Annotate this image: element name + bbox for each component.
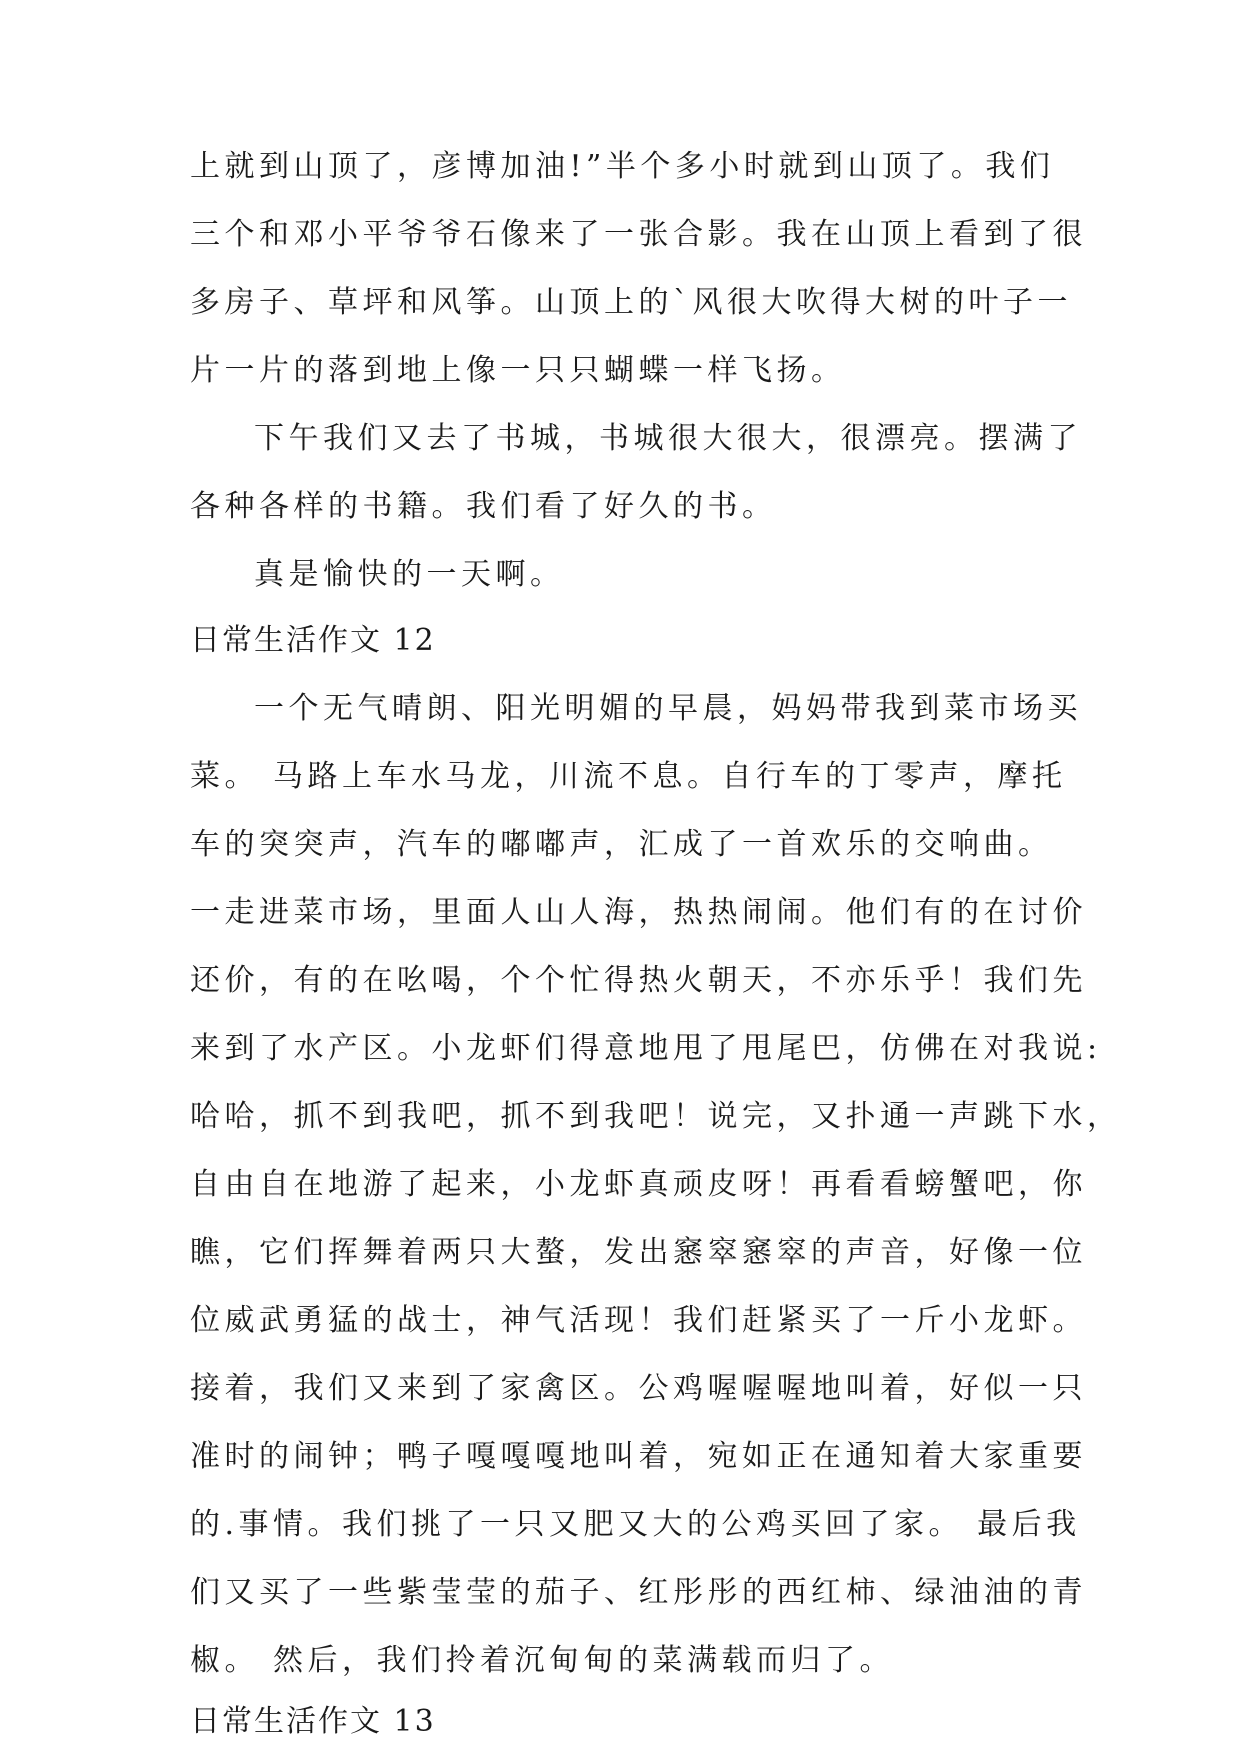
text-line: 位威武勇猛的战士，神气活现！我们赶紧买了一斤小龙虾。 xyxy=(190,1303,1087,1338)
text-line: 上就到山顶了，彦博加油!”半个多小时就到山顶了。我们 xyxy=(190,149,1055,184)
text-line: 哈哈，抓不到我吧，抓不到我吧！说完，又扑通一声跳下水， xyxy=(190,1099,1122,1134)
text-line: 的.事情。我们挑了一只又肥又大的公鸡买回了家。 最后我 xyxy=(190,1507,1081,1542)
text-line: 瞧，它们挥舞着两只大螯，发出窸窣窸窣的声音，好像一位 xyxy=(190,1235,1087,1270)
text-line: 椒。 然后，我们拎着沉甸甸的菜满载而归了。 xyxy=(190,1643,895,1678)
paragraph-first-line: 一个无气晴朗、阳光明媚的早晨，妈妈带我到菜市场买 xyxy=(254,691,1082,726)
text-line: 自由自在地游了起来，小龙虾真顽皮呀！再看看螃蟹吧，你 xyxy=(190,1167,1087,1202)
text-line: 接着，我们又来到了家禽区。公鸡喔喔喔地叫着，好似一只 xyxy=(190,1371,1087,1406)
paragraph-first-line: 下午我们又去了书城，书城很大很大，很漂亮。摆满了 xyxy=(254,421,1082,456)
text-line: 菜。 马路上车水马龙，川流不息。自行车的丁零声，摩托 xyxy=(190,759,1067,794)
text-line: 各种各样的书籍。我们看了好久的书。 xyxy=(190,489,777,524)
paragraph-first-line: 真是愉快的一天啊。 xyxy=(254,557,565,592)
text-line: 准时的闹钟；鸭子嘎嘎嘎地叫着，宛如正在通知着大家重要 xyxy=(190,1439,1087,1474)
text-line: 多房子、草坪和风筝。山顶上的`风很大吹得大树的叶子一 xyxy=(190,285,1072,320)
section-heading: 日常生活作文 12 xyxy=(190,623,436,658)
text-line: 片一片的落到地上像一只只蝴蝶一样飞扬。 xyxy=(190,353,846,388)
section-heading: 日常生活作文 13 xyxy=(190,1704,436,1739)
text-line: 还价，有的在吆喝，个个忙得热火朝天，不亦乐乎！我们先 xyxy=(190,963,1087,998)
text-line: 们又买了一些紫莹莹的茄子、红彤彤的西红柿、绿油油的青 xyxy=(190,1575,1087,1610)
text-line: 车的突突声，汽车的嘟嘟声，汇成了一首欢乐的交响曲。 xyxy=(190,827,1053,862)
text-line: 三个和邓小平爷爷石像来了一张合影。我在山顶上看到了很 xyxy=(190,217,1087,252)
text-line: 一走进菜市场，里面人山人海，热热闹闹。他们有的在讨价 xyxy=(190,895,1087,930)
text-line: 来到了水产区。小龙虾们得意地甩了甩尾巴，仿佛在对我说: xyxy=(190,1031,1102,1066)
